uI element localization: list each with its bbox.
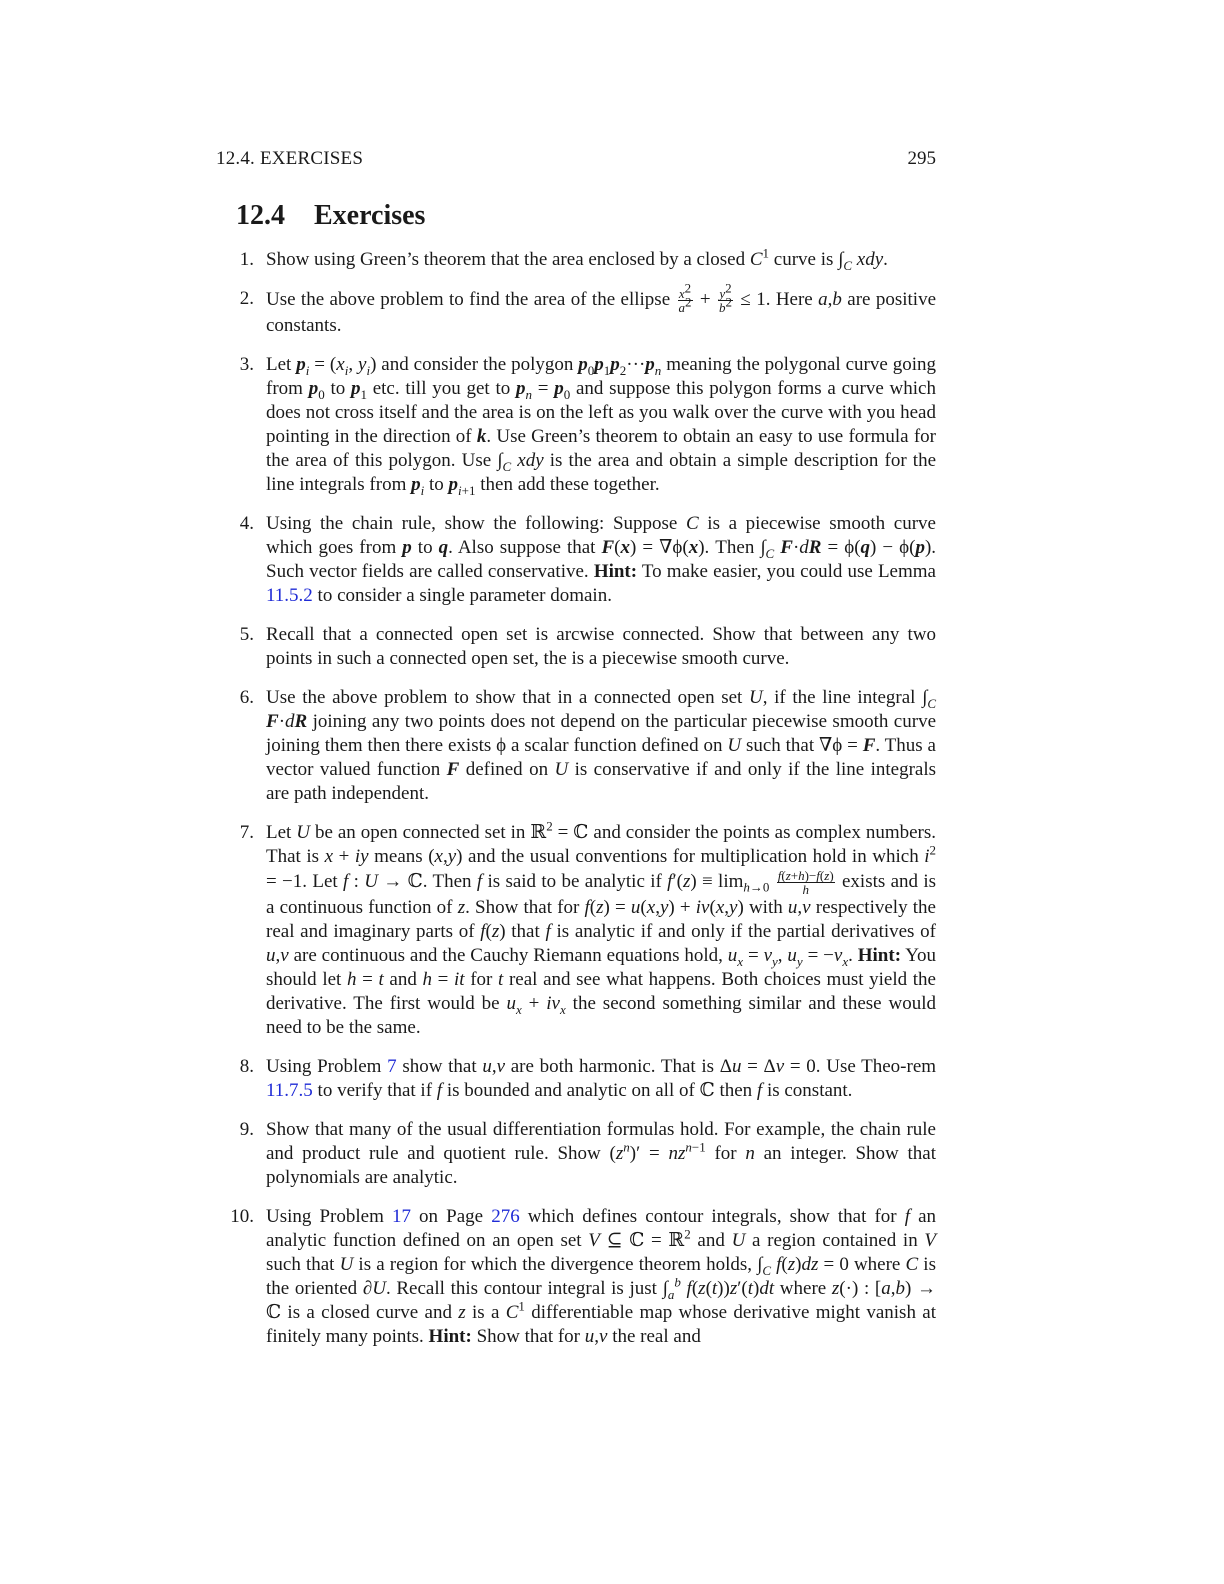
exercise-number: 4.	[239, 513, 254, 534]
exercise-text: Show using Green’s theorem that the area enclosed by a closed $C^1$ curve is $\int_C$ xdy.	[266, 245, 888, 273]
exercise-item	[216, 245, 936, 273]
exercise-item	[216, 686, 936, 806]
exercise-item	[216, 512, 936, 608]
exercise-number: 8.	[239, 1056, 254, 1077]
exercise-text: Using the chain rule, show the following: Suppose C is a piecewise smooth curve which goes from p to q. Also suppose that F(x) = ∇ϕ(x). Then $\int_C$ F·dR = ϕ(q) − ϕ(p). Such vector fields are called conservative. Hint: To make easier, you could use Lemma 11.5.2 to consider a single parameter domain.	[266, 513, 937, 606]
cross-reference-link[interactable]: 17	[391, 1206, 411, 1227]
exercise-text: Using Problem 17 on Page 276 which defines contour integrals, show that for f an analytic function defined on an open set V ⊆ ℂ = ℝ$^2$ and U a region contained in V such that U is a region for which the divergence theorem holds, $\int_C$ f(z)dz = 0 where C is the oriented ∂U. Recall this contour integral is just $\int_a^b$ f(z(t))z′(t)dt where z(·) : [a,b) → ℂ is a closed curve and z is a $C^1$ differentiable map whose derivative might vanish at finitely many points. Hint: Show that for u,v the real and	[266, 1206, 937, 1347]
exercise-number: 7.	[239, 822, 254, 843]
exercise-text: Using Problem 7 show that u,v are both harmonic. That is Δu = Δv = 0. Use Theo-rem 11.7.5 to verify that if f is bounded and analytic on all of ℂ then f is constant.	[266, 1056, 937, 1101]
section-number: 12.4	[236, 200, 285, 231]
exercise-item	[216, 1055, 936, 1103]
exercise-text: Recall that a connected open set is arcwise connected. Show that between any two points in such a connected open set, the is a piecewise smooth curve.	[266, 624, 936, 669]
exercise-text: Let U be an open connected set in ℝ$^2$ = ℂ and consider the points as complex numbers. That is x + iy means (x,y) and the usual conventions for multiplication hold in which $i^2 = -1$. Let f : U → ℂ. Then f is said to be analytic if $f'(z) \equiv \lim_{h\to 0}$ $\frac{f(z+h)-f(z)}{h}$ exists and is a continuous function of z. Show that for f(z) = u(x,y) + iv(x,y) with u,v respectively the real and imaginary parts of f(z) that f is analytic if and only if the partial derivatives of u,v are continuous and the Cauchy Riemann equations hold, $u_x = v_y$, $u_y = -v_x$. Hint: You should let h = t and h = it for t real and see what happens. Both choices must yield the derivative. The first would be $u_x + iv_x$ the second something similar and these would need to be the same.	[266, 818, 937, 1038]
page-number: 295	[907, 148, 936, 169]
exercise-list	[216, 245, 937, 1364]
exercise-item	[216, 1118, 936, 1190]
exercise-item	[216, 1205, 936, 1349]
exercise-number: 2.	[239, 288, 254, 309]
section-title: Exercises	[314, 200, 426, 231]
exercise-text: Use the above problem to find the area of the ellipse $\frac{x^2}{a^2}$ + $\frac{y^2}{b^2}$ ≤ 1. Here a,b are positive constants.	[266, 280, 936, 336]
exercise-item	[216, 623, 936, 671]
exercise-number: 6.	[239, 687, 254, 708]
exercise-item	[216, 818, 937, 1040]
exercise-item	[216, 280, 936, 338]
exercise-number: 3.	[239, 354, 254, 375]
exercise-text: Let $p_i = (x_i$, $y_i$) and consider the polygon $p_0p_1p_2\cdot\cdot\cdot p_n$ meaning the polygonal curve going from $p_0$ to $p_1$ etc. till you get to $p_n = p_0$ and suppose this polygon forms a curve which does not cross itself and the area is on the left as you walk over the curve with you head pointing in the direction of k. Use Green’s theorem to obtain an easy to use formula for the area of this polygon. Use $\int_C$ xdy is the area and obtain a simple description for the line integrals from $p_i$ to $p_{i+1}$ then add these together.	[266, 354, 937, 498]
exercise-number: 5.	[239, 624, 254, 645]
exercise-number: 1.	[239, 249, 254, 270]
section-heading	[236, 200, 425, 232]
exercise-number: 9.	[239, 1119, 254, 1140]
page-reference-link[interactable]: 276	[491, 1206, 520, 1227]
cross-reference-link[interactable]: 11.7.5	[266, 1080, 313, 1101]
exercise-number: 10.	[230, 1206, 254, 1227]
exercise-item	[216, 353, 936, 497]
running-header-section: 12.4. EXERCISES	[216, 148, 364, 169]
exercise-text: Use the above problem to show that in a connected open set U, if the line integral $\int_C$ F·dR joining any two points does not depend on the particular piecewise smooth curve joining them then there exists ϕ a scalar function defined on U such that ∇ϕ = F. Thus a vector valued function F defined on U is conservative if and only if the line integrals are path independent.	[266, 687, 937, 804]
cross-reference-link[interactable]: 11.5.2	[266, 585, 313, 606]
cross-reference-link[interactable]: 7	[387, 1056, 397, 1077]
exercise-text: Show that many of the usual differentiation formulas hold. For example, the chain rule and product rule and quotient rule. Show $(z^n)' = nz^{n-1}$ for n an integer. Show that polynomials are analytic.	[266, 1119, 937, 1188]
running-header	[216, 148, 936, 174]
